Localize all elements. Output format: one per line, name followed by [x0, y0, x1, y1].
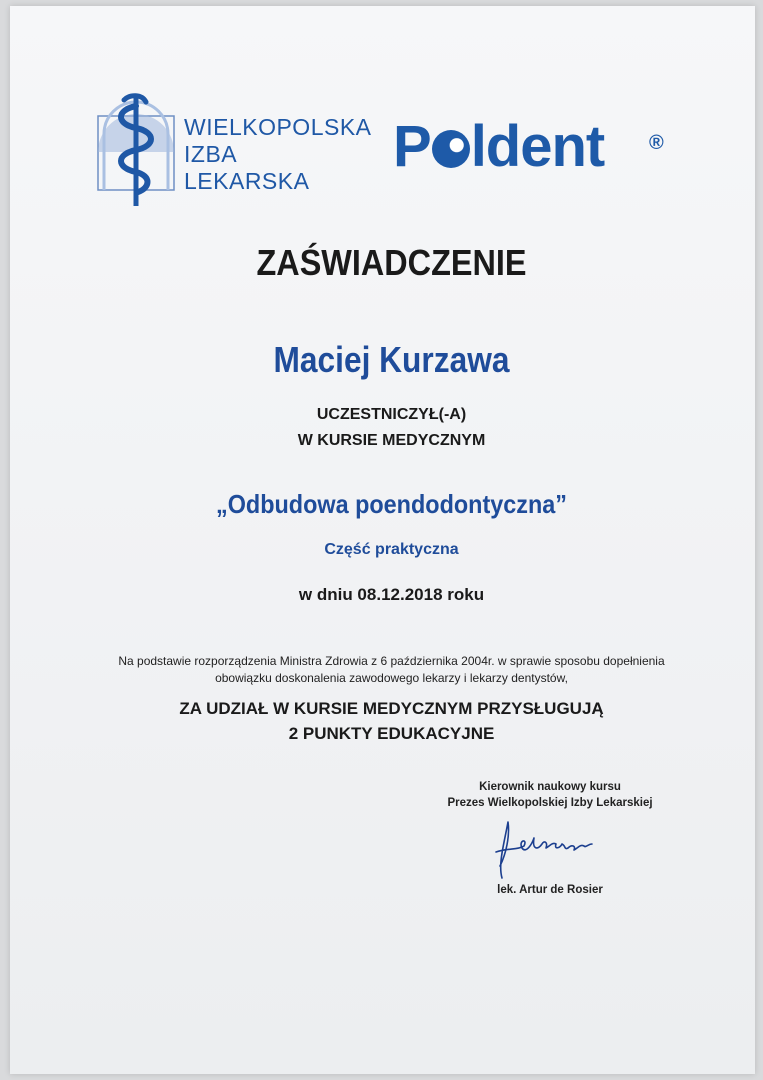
izba-line-1: WIELKOPOLSKA: [184, 114, 372, 140]
certificate-title: ZAŚWIADCZENIE: [256, 242, 527, 283]
poldent-logo: [393, 114, 663, 179]
signer-role-line-2: Prezes Wielkopolskiej Izby Lekarskiej: [447, 797, 653, 809]
participation-statement: [10, 402, 763, 454]
izba-lekarska-emblem-icon: [94, 90, 178, 210]
course-part: Część praktyczna: [324, 541, 459, 558]
izba-line-3: LEKARSKA: [184, 168, 310, 194]
signer-role: [430, 779, 670, 811]
signer-role-line-1: Kierownik naukowy kursu: [479, 781, 621, 793]
poldent-o-icon: [432, 130, 470, 168]
award-line-1: ZA UDZIAŁ W KURSIE MEDYCZNYM PRZYSŁUGUJĄ: [179, 699, 604, 718]
participation-line-2: W KURSIE MEDYCZNYM: [297, 432, 486, 449]
poldent-letter-p: P: [393, 114, 431, 179]
izba-lekarska-wordmark: [184, 114, 372, 195]
poldent-letters: ldent: [470, 114, 605, 179]
award-line-2: 2 PUNKTY EDUKACYJNE: [288, 724, 495, 743]
izba-line-2: IZBA: [184, 141, 238, 167]
course-title: „Odbudowa poendodontyczna”: [215, 489, 567, 519]
handwritten-signature: [488, 814, 608, 884]
legal-line-2: obowiązku doskonalenia zawodowego lekarzy i lekarzy dentystów,: [215, 671, 568, 685]
signer-name: lek. Artur de Rosier: [497, 884, 603, 896]
points-award: [10, 696, 763, 746]
registered-mark: ®: [649, 132, 663, 154]
legal-line-1: Na podstawie rozporządzenia Ministra Zdrowia z 6 października 2004r. w sprawie sposobu dopełnienia: [118, 654, 665, 668]
course-date: w dniu 08.12.2018 roku: [298, 585, 485, 604]
legal-basis: [10, 653, 763, 687]
certificate-page: [10, 6, 755, 1074]
participation-line-1: UCZESTNICZYŁ(-A): [316, 406, 467, 423]
recipient-name: Maciej Kurzawa: [273, 339, 510, 380]
